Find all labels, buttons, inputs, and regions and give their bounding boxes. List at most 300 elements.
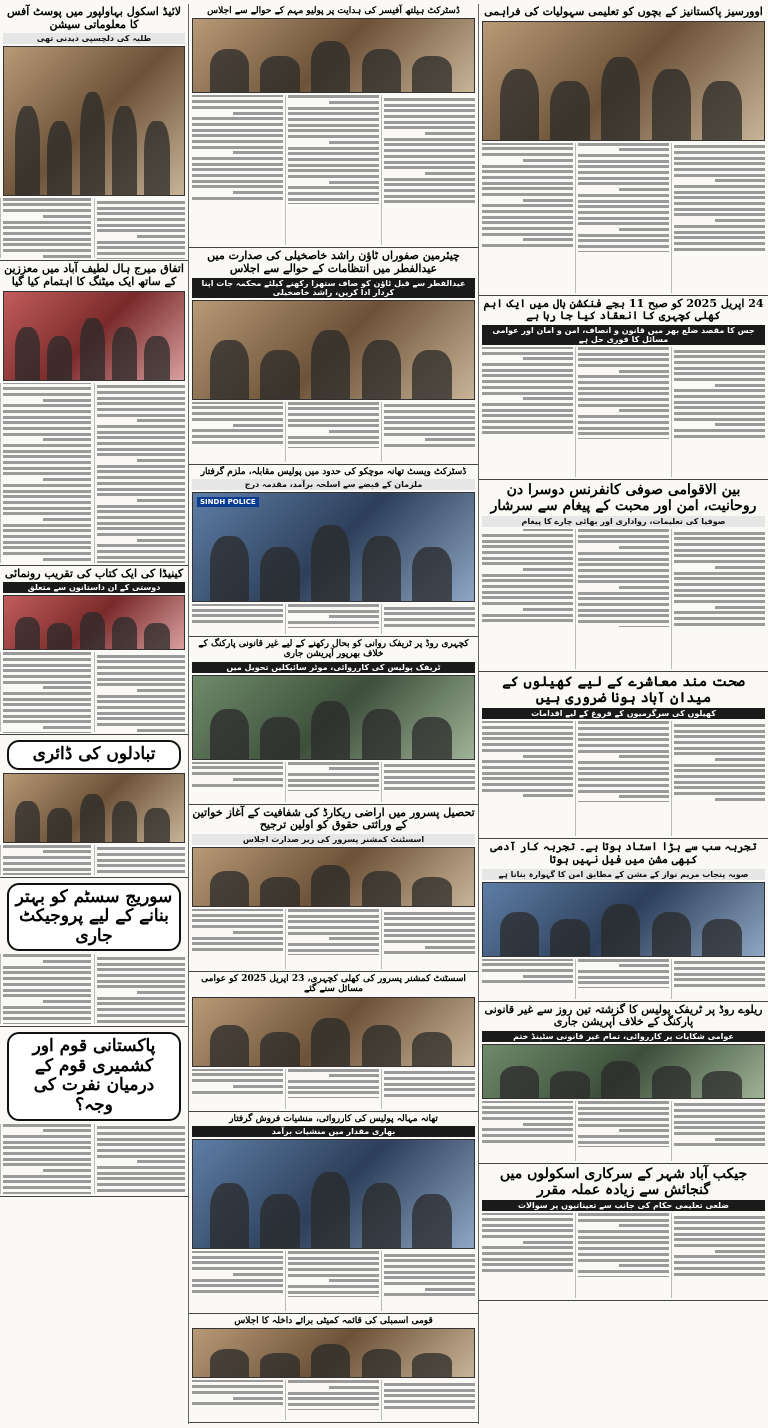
text-line (3, 709, 91, 712)
photo-figure (260, 1194, 299, 1248)
photo-figure (15, 327, 40, 380)
text-line (3, 977, 91, 980)
text-line (288, 124, 379, 127)
text-line (384, 161, 475, 164)
photo-figure (601, 57, 640, 140)
text-line (233, 778, 283, 781)
text-line (97, 470, 185, 473)
headline: صحت مند معاشرے کے لیے کھیلوں کے میدان آباد ہونا ضروری ہیں (502, 674, 745, 707)
text-line (3, 427, 91, 430)
text-line (578, 529, 669, 532)
text-line (97, 522, 185, 525)
photo-figure (311, 701, 350, 759)
text-line (578, 580, 669, 583)
text-line (482, 403, 573, 406)
text-line (482, 420, 573, 423)
text-line (674, 1126, 765, 1129)
text-line (288, 1285, 379, 1288)
text-line (578, 1241, 669, 1244)
column-right (478, 4, 768, 1424)
text-line (674, 967, 765, 970)
text-line (192, 614, 283, 617)
text-line (97, 1143, 185, 1146)
text-line (578, 182, 669, 185)
text-line (97, 695, 185, 698)
photo-figure (112, 617, 137, 649)
text-line (578, 575, 669, 578)
photo-figure (500, 69, 539, 140)
text-line (288, 920, 379, 923)
text-line (288, 1274, 379, 1277)
text-line (578, 364, 669, 367)
photo-figure (362, 1349, 401, 1378)
photo-figure (15, 801, 40, 842)
text-line (233, 1273, 283, 1276)
text-line (329, 181, 379, 184)
news-photo (192, 492, 475, 602)
text-line (43, 558, 91, 561)
text-line (192, 134, 283, 137)
text-line (578, 721, 669, 724)
text-line (674, 208, 765, 211)
text-line (384, 951, 475, 954)
text-line (674, 1227, 765, 1230)
text-line (97, 974, 185, 977)
news-photo (3, 773, 185, 843)
text-line (578, 1141, 669, 1144)
text-line (329, 101, 379, 104)
text-line (674, 157, 765, 160)
news-article (479, 839, 768, 1001)
text-line (3, 862, 91, 865)
text-line (3, 1180, 91, 1183)
text-line (192, 435, 283, 438)
photo-figure (47, 623, 72, 650)
text-line (97, 997, 185, 1000)
text-line (137, 539, 185, 542)
text-line (97, 453, 185, 456)
text-line (3, 658, 91, 661)
text-line (329, 937, 379, 940)
text-line (384, 1254, 475, 1257)
text-line (482, 760, 573, 763)
text-line (43, 255, 91, 258)
photo-figure (652, 912, 691, 956)
text-line (97, 1177, 185, 1180)
text-line (674, 1121, 765, 1124)
text-line (288, 186, 379, 189)
text-line (482, 1269, 573, 1272)
headline: ڈسٹرکٹ ہیلتھ آفیسر کی ہدایت پر پولیو مہم کے حوالے سے اجلاس (207, 6, 460, 16)
text-line (97, 402, 185, 405)
text-line (482, 579, 573, 582)
text-line (674, 549, 765, 552)
text-line (43, 478, 91, 481)
text-line (288, 949, 379, 952)
text-line (288, 192, 379, 195)
text-line (482, 431, 573, 434)
text-line (43, 399, 91, 402)
text-line (97, 1138, 185, 1141)
text-line (674, 174, 765, 177)
text-line (97, 391, 185, 394)
text-line (233, 1397, 283, 1400)
text-line (523, 1123, 573, 1126)
news-article (0, 566, 188, 736)
text-line (288, 407, 379, 410)
text-line (3, 983, 91, 986)
text-line (674, 1255, 765, 1258)
news-article (479, 4, 768, 296)
text-line (482, 227, 573, 230)
article-body (192, 604, 475, 634)
text-line (97, 397, 185, 400)
text-line (288, 436, 379, 439)
text-line (674, 775, 765, 778)
photo-figure (210, 340, 249, 399)
photo-figure (260, 1032, 299, 1066)
text-line (619, 795, 669, 798)
headline: ریلوے روڈ پر ٹریفک پولیس کا گزشتہ تین روز سے غیر قانونی پارکنگ کے خلاف آپریشن جاری (484, 1002, 763, 1029)
photo-figure (260, 717, 299, 759)
text-line (3, 1017, 91, 1020)
photo-figure (412, 56, 451, 93)
text-line (578, 1230, 669, 1233)
text-line (674, 1109, 765, 1112)
text-line (97, 706, 185, 709)
text-line (329, 767, 379, 770)
text-line (97, 488, 185, 491)
photo-figure (210, 1183, 249, 1248)
sub-headline: طلبہ کی دلچسپی دیدنی تھی (3, 33, 185, 44)
text-line (3, 455, 91, 458)
text-line (482, 534, 573, 537)
photo-figure (311, 1344, 350, 1378)
text-line (329, 615, 379, 618)
text-line (578, 205, 669, 208)
photo-figure (362, 871, 401, 906)
text-line (192, 1391, 283, 1394)
text-line (578, 959, 669, 962)
text-line (482, 980, 573, 983)
photo-figure (260, 56, 299, 93)
text-line (137, 235, 185, 238)
text-line (3, 410, 91, 413)
text-line (578, 1118, 669, 1121)
text-line (384, 427, 475, 430)
text-line (482, 585, 573, 588)
text-line (3, 720, 91, 723)
text-line (482, 153, 573, 156)
text-line (288, 779, 379, 782)
text-line (578, 1247, 669, 1250)
sub-headline: صوبہ پنجاب مریم نواز کے مشن کے مطابق امن کا گہوارہ بنانا ہے (482, 869, 765, 880)
news-photo (192, 675, 475, 760)
text-line (288, 175, 379, 178)
text-line (192, 1402, 283, 1405)
text-line (3, 664, 91, 667)
text-line (192, 937, 283, 940)
sub-headline: بھاری مقدار میں منشیات برآمد (192, 1126, 475, 1137)
text-line (3, 1158, 91, 1161)
text-line (384, 1293, 475, 1296)
text-line (578, 398, 669, 401)
text-line (3, 971, 91, 974)
text-line (619, 188, 669, 191)
photo-figure (550, 919, 589, 956)
photo-figure (311, 41, 350, 92)
text-line (3, 692, 91, 695)
text-line (384, 1282, 475, 1285)
text-line (3, 203, 91, 206)
text-line (619, 1264, 669, 1267)
text-line (43, 438, 91, 441)
text-line (482, 1224, 573, 1227)
photo-figure (144, 336, 169, 380)
text-line (288, 621, 379, 624)
text-line (192, 117, 283, 120)
text-line (674, 1221, 765, 1224)
text-line (3, 221, 91, 224)
text-line (288, 112, 379, 115)
text-line (482, 732, 573, 735)
text-line (288, 1291, 379, 1294)
text-line (43, 518, 91, 521)
sub-headline: ملزمان کے قبضے سے اسلحہ برآمد، مقدمہ درج (192, 479, 475, 490)
text-line (482, 170, 573, 173)
text-line (97, 218, 185, 221)
text-line (578, 761, 669, 764)
text-line (674, 1216, 765, 1219)
text-line (578, 552, 669, 555)
news-article (0, 4, 188, 261)
text-line (674, 978, 765, 981)
text-line (97, 864, 185, 867)
text-line (97, 550, 185, 553)
text-line (578, 1219, 669, 1222)
text-line (578, 239, 669, 242)
text-line (3, 989, 91, 992)
text-line (674, 429, 765, 432)
text-line (578, 160, 669, 163)
text-line (578, 1270, 669, 1273)
text-line (3, 541, 91, 544)
text-line (482, 1235, 573, 1238)
text-line (192, 1261, 283, 1264)
text-line (97, 1014, 185, 1017)
photo-figure (652, 69, 691, 140)
text-line (578, 375, 669, 378)
text-line (3, 461, 91, 464)
text-line (674, 202, 765, 205)
text-line (97, 655, 185, 658)
text-line (674, 617, 765, 620)
text-line (192, 174, 283, 177)
text-line (578, 750, 669, 753)
text-line (715, 219, 765, 222)
text-line (97, 1172, 185, 1175)
text-line (578, 738, 669, 741)
text-line (482, 1140, 573, 1143)
text-line (482, 1246, 573, 1249)
text-line (97, 666, 185, 669)
text-line (3, 1141, 91, 1144)
photo-figure (80, 612, 105, 649)
text-line (384, 1094, 475, 1097)
news-article (0, 878, 188, 1028)
text-line (288, 1268, 379, 1271)
text-line (384, 917, 475, 920)
photo-figure (311, 525, 350, 601)
photo-figure (412, 717, 451, 759)
text-line (3, 966, 91, 969)
text-line (578, 592, 669, 595)
text-line (3, 524, 91, 527)
text-line (384, 1406, 475, 1409)
text-line (288, 198, 379, 201)
text-line (192, 1279, 283, 1282)
text-line (384, 770, 475, 773)
text-line (43, 850, 91, 853)
text-line (3, 472, 91, 475)
news-article (479, 296, 768, 480)
text-line (288, 413, 379, 416)
text-line (97, 212, 185, 215)
article-body (482, 959, 765, 999)
text-line (192, 1290, 283, 1293)
text-line (384, 618, 475, 621)
photo-figure (260, 877, 299, 906)
text-line (674, 412, 765, 415)
text-line (288, 135, 379, 138)
boxed-headline (7, 883, 181, 952)
text-line (384, 1276, 475, 1279)
article-body (192, 1069, 475, 1109)
text-line (97, 425, 185, 428)
text-line (329, 430, 379, 433)
text-line (482, 176, 573, 179)
text-line (3, 501, 91, 504)
text-line (482, 1106, 573, 1109)
text-line (192, 429, 283, 432)
text-line (482, 540, 573, 543)
text-line (288, 164, 379, 167)
text-line (329, 1074, 379, 1077)
article-body (482, 1213, 765, 1298)
text-line (329, 1386, 379, 1389)
text-line (482, 766, 573, 769)
text-line (384, 126, 475, 129)
headline: کینیڈا کی ایک کتاب کی تقریب رونمائی (4, 566, 184, 580)
text-line (674, 984, 765, 987)
photo-figure (80, 318, 105, 380)
text-line (523, 397, 573, 400)
text-line (578, 1253, 669, 1256)
text-line (43, 1000, 91, 1003)
text-line (578, 535, 669, 538)
text-line (192, 441, 283, 444)
column-middle (188, 4, 478, 1424)
text-line (3, 433, 91, 436)
text-line (97, 985, 185, 988)
text-line (97, 556, 185, 559)
article-body (192, 95, 475, 245)
text-line (482, 743, 573, 746)
text-line (384, 195, 475, 198)
text-line (3, 1011, 91, 1014)
headline: تحصیل پسرور میں اراضی ریکارڈ کی شفافیت کے آغاز خواتین کے وراثتی حقوق کو اولین ترجیح (192, 805, 475, 832)
text-line (578, 569, 669, 572)
text-line (674, 213, 765, 216)
text-line (578, 603, 669, 606)
text-line (233, 424, 283, 427)
text-line (578, 171, 669, 174)
text-line (97, 847, 185, 850)
text-line (674, 389, 765, 392)
text-line (288, 1403, 379, 1406)
text-line (674, 560, 765, 563)
text-line (425, 172, 475, 175)
text-line (578, 392, 669, 395)
text-line (674, 395, 765, 398)
text-line (674, 769, 765, 772)
text-line (97, 431, 185, 434)
text-line (288, 784, 379, 787)
text-line (3, 698, 91, 701)
text-line (3, 1124, 91, 1127)
text-line (578, 1107, 669, 1110)
text-line (482, 562, 573, 565)
text-line (482, 182, 573, 185)
text-line (674, 532, 765, 535)
photo-figure (362, 1025, 401, 1066)
text-line (674, 554, 765, 557)
photo-figure (210, 1349, 249, 1378)
text-line (137, 729, 185, 732)
text-line (97, 1008, 185, 1011)
text-line (482, 602, 573, 605)
text-line (482, 409, 573, 412)
text-line (482, 369, 573, 372)
text-line (97, 482, 185, 485)
news-photo (192, 1328, 475, 1378)
text-line (482, 363, 573, 366)
text-line (3, 450, 91, 453)
text-line (674, 730, 765, 733)
text-line (578, 727, 669, 730)
text-line (384, 178, 475, 181)
headline: لائیڈ اسکول بہاولپور میں پوسٹ آفس کا معلوماتی سیشن (6, 5, 182, 31)
text-line (43, 686, 91, 689)
text-line (233, 151, 283, 154)
text-line (715, 1138, 765, 1141)
headline: چیئرمین صفوراں ٹاؤن راشد خاصخیلی کی صدارت میں عیدالفطر میں انتظامات کے حوالے سے اجلاس (207, 249, 460, 275)
text-line (384, 1259, 475, 1262)
text-line (523, 357, 573, 360)
text-line (578, 234, 669, 237)
text-line (288, 773, 379, 776)
text-line (97, 1002, 185, 1005)
text-line (578, 733, 669, 736)
text-line (674, 367, 765, 370)
text-line (523, 159, 573, 162)
text-line (384, 421, 475, 424)
text-line (192, 1073, 283, 1076)
news-article (189, 1112, 478, 1314)
photo-figure (210, 1025, 249, 1066)
news-photo (192, 300, 475, 400)
text-line (384, 1071, 475, 1074)
